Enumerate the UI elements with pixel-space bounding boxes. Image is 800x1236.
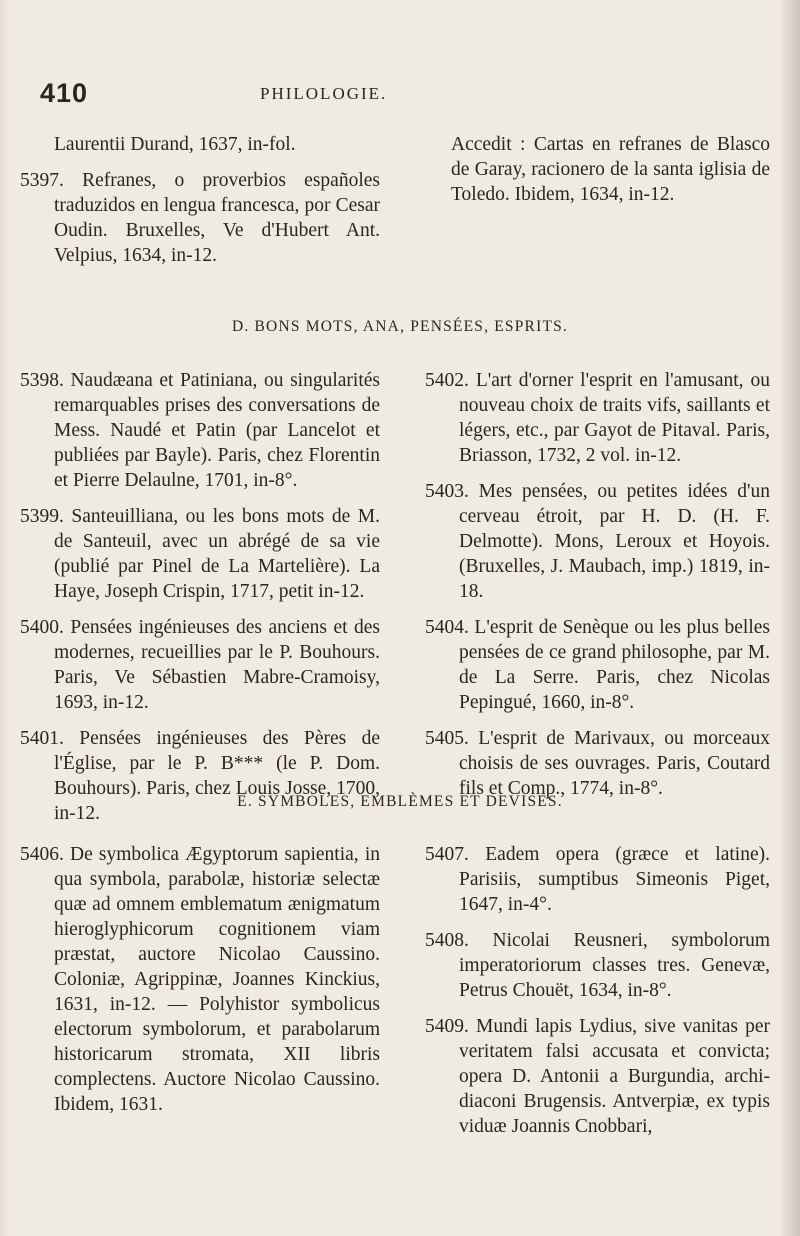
section-e-right-column xyxy=(425,842,770,1150)
page-number: 410 xyxy=(40,78,89,108)
entry-5408: 5408. Nicolai Reusneri, symbolorum imperatoriorum classes tres. Genevæ, Petrus Chouët, 1634, in-8°. xyxy=(425,930,770,1001)
entry-accedit: Accedit : Cartas en refranes de Blasco de Garay, racionero de la santa iglisia de Toledo. Ibidem, 1634, in-12. xyxy=(451,134,770,205)
entry-5404: 5404. L'esprit de Senèque ou les plus belles pensées de ce grand philosophe, par M. de La Serre. Paris, chez Nicolas Pepingué, 1660, in-8°. xyxy=(425,617,770,713)
section-d-left-column xyxy=(20,368,380,837)
section-e-title: E. SYMBOLES, EMBLÈMES ET DEVISES. xyxy=(237,793,563,810)
entry-5396-tail: Laurentii Durand, 1637, in-fol. xyxy=(54,134,296,155)
entry-5407: 5407. Eadem opera (græce et latine). Parisiis, sumptibus Simeonis Piget, 1647, in-4°. xyxy=(425,844,770,915)
entry-5399: 5399. Santeuilliana, ou les bons mots de M. de Santeuil, avec un abrégé de sa vie (publié par Pinel de La Martelière). La Haye, Joseph Crispin, 1717, petit in-12. xyxy=(20,506,380,602)
page-right-edge xyxy=(782,0,800,1236)
page-left-edge xyxy=(0,0,10,1236)
entry-5398: 5398. Naudæana et Patiniana, ou singularités remarquables prises des conversations de Mess. Naudé et Patin (par Lancelot et publiées par Bayle). Paris, chez Florentin et Pierre Delaulne, 1701, in-8°. xyxy=(20,370,380,491)
top-left-column xyxy=(20,132,380,279)
section-e-left-column xyxy=(20,842,380,1128)
section-d-right-column xyxy=(425,368,770,812)
section-d-title: D. BONS MOTS, ANA, PENSÉES, ESPRITS. xyxy=(231,318,569,335)
entry-5402: 5402. L'art d'orner l'esprit en l'amusant, ou nouveau choix de traits vifs, saillants et légers, etc., par Gayot de Pitaval. Paris, Briasson, 1732, 2 vol. in-12. xyxy=(425,370,770,466)
top-right-column xyxy=(425,132,770,218)
entry-5400: 5400. Pensées ingénieuses des anciens et des modernes, recueillies par le P. Bouhours. Paris, Ve Sébastien Mabre-Cramoisy, 1693, in-12. xyxy=(20,617,380,713)
entry-5405: 5405. L'esprit de Marivaux, ou morceaux choisis de ses ouvrages. Paris, Coutard fils et Comp., 1774, in-8°. xyxy=(425,728,770,799)
entry-5397: 5397. Refranes, o proverbios españoles traduzidos en lengua francesca, por Cesar Oudin. Bruxelles, Ve d'Hubert Ant. Velpius, 1634, in-12. xyxy=(20,170,380,266)
entry-5406: 5406. De symbolica Ægyptorum sapientia, in qua symbola, parabolæ, historiæ selectæ quæ ad omnem emblematum ænigmatum hieroglyphicorum cognitionem viam præstat, auctore Nicolao Caussino. Coloniæ, Agrippinæ, Joannes Kinckius, 1631, in-12. — Polyhistor symbolicus electorum symbolorum, et parabolarum historicarum stromata, XII libris complectens. Auctore Nicolao Caussino. Ibidem, 1631. xyxy=(20,844,380,1115)
running-head: PHILOLOGIE. xyxy=(260,84,388,103)
page-header xyxy=(0,78,800,118)
entry-5409: 5409. Mundi lapis Lydius, sive vanitas per veritatem falsi accusata et convicta; opera D. Antonii a Burgundia, archi-diaconi Brugensis. Antverpiæ, ex typis viduæ Joannis Cnobbari, xyxy=(425,1016,770,1137)
entry-5401: 5401. Pensées ingénieuses des Pères de l'Église, par le P. B*** (le P. Dom. Bouhours). Paris, chez Louis Josse, 1700, in-12. xyxy=(20,728,380,824)
entry-5403: 5403. Mes pensées, ou petites idées d'un cerveau étroit, par H. D. (H. F. Delmotte). Mons, Leroux et Hoyois. (Bruxelles, J. Maubach, imp.) 1819, in-18. xyxy=(425,481,770,602)
